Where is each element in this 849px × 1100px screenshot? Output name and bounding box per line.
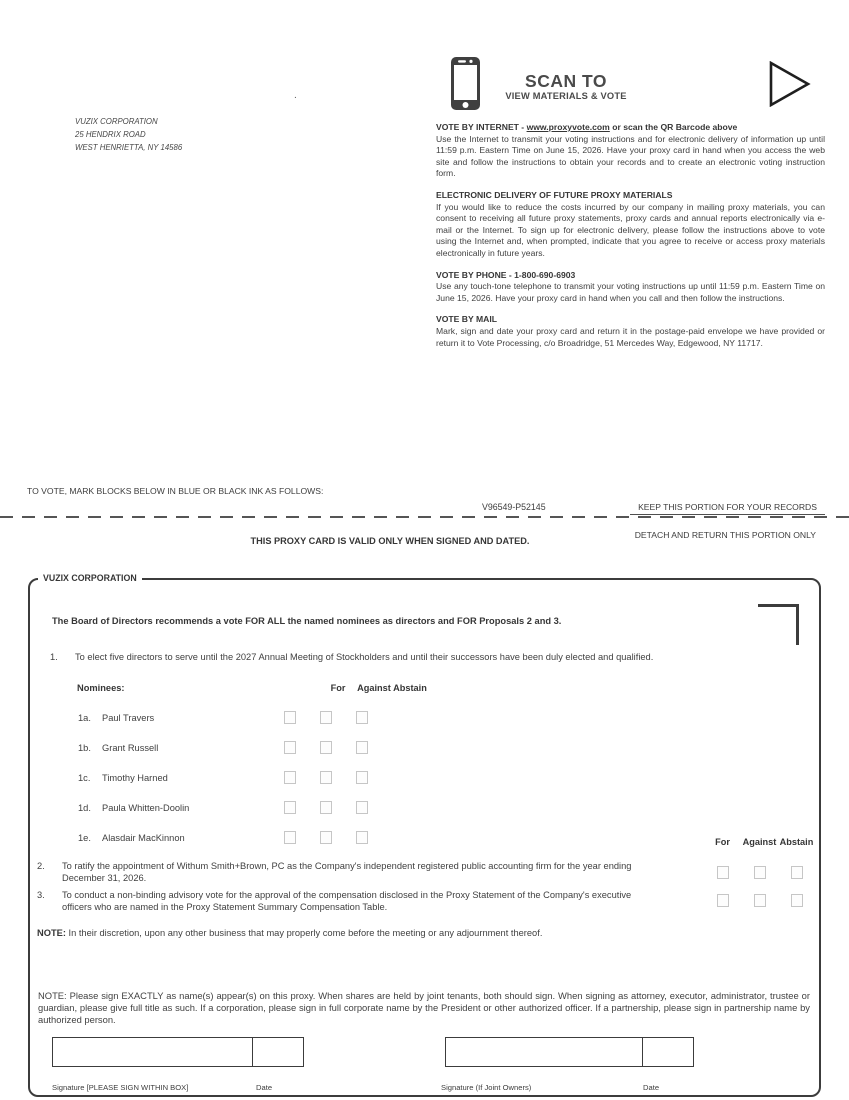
stray-dot: . xyxy=(294,90,297,101)
against-column-label: Against xyxy=(742,837,777,847)
vote-by-internet-paragraph xyxy=(436,122,825,180)
vote-columns-header xyxy=(320,683,428,693)
proposal-2-checkboxes xyxy=(704,864,815,882)
proposal-2 xyxy=(37,861,637,884)
checkbox-1d-against[interactable] xyxy=(320,801,332,814)
electronic-delivery-body: If you would like to reduce the costs incurred by our company in mailing proxy materials, you can consent to receiving all future proxy statements, proxy cards and annual reports electronically via e-mail or the Internet. To sign up for electronic delivery, please follow the instructions above to vote using the Internet and, when prompted, indicate that you agree to receive or access proxy materials electronically in future years. xyxy=(436,201,825,258)
checkbox-1c-against[interactable] xyxy=(320,771,332,784)
address-line: VUZIX CORPORATION xyxy=(75,117,158,126)
discretion-note-prefix: NOTE: xyxy=(37,928,66,938)
abstain-column-label: Abstain xyxy=(393,683,427,693)
proposal-3-number: 3. xyxy=(37,890,45,900)
checkbox-1c-abstain[interactable] xyxy=(356,771,368,784)
nominee-id: 1d. xyxy=(78,802,91,813)
nominee-name: Grant Russell xyxy=(102,742,159,753)
signature-joint-input-area[interactable] xyxy=(446,1038,642,1066)
signing-instructions-note: NOTE: Please sign EXACTLY as name(s) appear(s) on this proxy. When shares are held by joint tenants, both should sign. When signing as attorney, executor, administrator, trustee or guardian, please give full title as such. If a corporation, please sign in full corporate name by the President or other authorized officer. If a partnership, please sign in partnership name by authorized person. xyxy=(38,990,810,1025)
proposal-2-text: To ratify the appointment of Withum Smith+Brown, PC as the Company's independent registered public accounting firm for the year ending December 31, 2026. xyxy=(62,861,632,883)
nominee-row-1c xyxy=(78,771,380,784)
signature-box-primary xyxy=(52,1037,304,1067)
proposal-2-number: 2. xyxy=(37,861,45,871)
vote-by-phone-heading: VOTE BY PHONE - 1-800-690-6903 xyxy=(436,269,576,280)
checkbox-1d-for[interactable] xyxy=(284,801,296,814)
proxyvote-link[interactable]: www.proxyvote.com xyxy=(526,122,610,132)
mark-blocks-instruction: TO VOTE, MARK BLOCKS BELOW IN BLUE OR BLACK INK AS FOLLOWS: xyxy=(27,486,324,496)
electronic-delivery-paragraph xyxy=(436,190,825,260)
address-line: 25 HENDRIX ROAD xyxy=(75,130,146,139)
against-column-label: Against xyxy=(357,683,391,693)
checkbox-1b-against[interactable] xyxy=(320,741,332,754)
checkbox-1e-for[interactable] xyxy=(284,831,296,844)
nominee-name: Timothy Harned xyxy=(102,772,168,783)
checkbox-1d-abstain[interactable] xyxy=(356,801,368,814)
nominee-id: 1e. xyxy=(78,832,91,843)
board-recommendation: The Board of Directors recommends a vote FOR ALL the named nominees as directors and FOR Proposals 2 and 3. xyxy=(52,616,562,626)
smartphone-icon xyxy=(450,56,481,116)
nominee-row-1a xyxy=(78,711,380,724)
voting-instructions-panel xyxy=(436,55,825,359)
vote-by-mail-body: Mark, sign and date your proxy card and return it in the postage-paid envelope we have provided or return it to Vote Processing, c/o Broadridge, 51 Mercedes Way, Edgewood, NY 11717. xyxy=(436,325,825,348)
nominee-row-1d xyxy=(78,801,380,814)
valid-when-signed-notice: THIS PROXY CARD IS VALID ONLY WHEN SIGNED AND DATED. xyxy=(250,536,530,546)
checkbox-1c-for[interactable] xyxy=(284,771,296,784)
abstain-column-label: Abstain xyxy=(779,837,814,847)
vote-by-internet-heading: VOTE BY INTERNET - xyxy=(436,122,527,132)
electronic-delivery-heading: ELECTRONIC DELIVERY OF FUTURE PROXY MATERIALS xyxy=(436,189,673,200)
scan-to-subtitle: VIEW MATERIALS & VOTE xyxy=(505,90,627,101)
control-number: V96549-P52145 xyxy=(482,502,546,512)
checkbox-1b-for[interactable] xyxy=(284,741,296,754)
vote-by-phone-paragraph xyxy=(436,270,825,305)
signature-primary-label: Signature [PLEASE SIGN WITHIN BOX] xyxy=(52,1083,189,1092)
checkbox-1a-against[interactable] xyxy=(320,711,332,724)
checkbox-2-for[interactable] xyxy=(717,866,729,879)
nominee-row-1e xyxy=(78,831,380,844)
date-joint-label: Date xyxy=(643,1083,660,1092)
scan-to-banner xyxy=(436,55,825,117)
nominee-id: 1a. xyxy=(78,712,91,723)
checkbox-3-for[interactable] xyxy=(717,894,729,907)
vote-by-internet-body: Use the Internet to transmit your voting instructions and for electronic delivery of information up until 11:59 p.m. Eastern Time on June 15, 2026. Have your proxy card in hand when you access the web site and follow the instructions to obtain your records and to create an electronic voting instruction form. xyxy=(436,133,825,179)
signature-joint-label: Signature (If Joint Owners) xyxy=(441,1083,532,1092)
proposal-1-number: 1. xyxy=(50,652,58,662)
vote-by-mail-paragraph xyxy=(436,314,825,349)
nominee-id: 1b. xyxy=(78,742,91,753)
nominee-name: Paul Travers xyxy=(102,712,155,723)
for-column-label: For xyxy=(715,837,730,847)
signature-input-area[interactable] xyxy=(53,1038,252,1066)
nominee-row-1b xyxy=(78,741,380,754)
checkbox-1a-abstain[interactable] xyxy=(356,711,368,724)
proposal-1 xyxy=(50,652,780,664)
corner-registration-mark xyxy=(758,604,799,645)
checkbox-2-abstain[interactable] xyxy=(791,866,803,879)
detach-dashed-line xyxy=(0,516,849,518)
vote-by-mail-heading: VOTE BY MAIL xyxy=(436,314,497,325)
date-primary-label: Date xyxy=(256,1083,273,1092)
date-joint-input-area[interactable] xyxy=(642,1038,693,1066)
nominee-id: 1c. xyxy=(78,772,91,783)
proposal-3-text: To conduct a non-binding advisory vote for the approval of the compensation disclosed in the Proxy Statement of the Company's executive officers who are named in the Proxy Statement Summary Compensation Table. xyxy=(62,890,632,912)
checkbox-1e-against[interactable] xyxy=(320,831,332,844)
address-line: WEST HENRIETTA, NY 14586 xyxy=(75,143,183,152)
detach-portion-label: DETACH AND RETURN THIS PORTION ONLY xyxy=(634,530,816,540)
signature-box-joint xyxy=(445,1037,694,1067)
checkbox-1b-abstain[interactable] xyxy=(356,741,368,754)
discretion-note xyxy=(37,928,542,938)
card-company-name: VUZIX CORPORATION xyxy=(38,573,142,583)
triangle-arrow-icon xyxy=(769,61,811,112)
for-column-label: For xyxy=(330,683,346,693)
discretion-note-text: In their discretion, upon any other business that may properly come before the meeting or any adjournment thereof. xyxy=(65,928,543,938)
proxy-card xyxy=(28,573,821,1097)
nominee-name: Paula Whitten-Doolin xyxy=(102,802,190,813)
proposal-1-text: To elect five directors to serve until the 2027 Annual Meeting of Stockholders and until their successors have been duly elected and qualified. xyxy=(75,652,654,662)
proposal-3 xyxy=(37,890,649,913)
vote-by-phone-body: Use any touch-tone telephone to transmit your voting instructions up until 11:59 p.m. Eastern Time on June 15, 2026. Have your proxy card in hand when you call and then follow the instructions. xyxy=(436,281,825,303)
proposal-3-checkboxes xyxy=(704,892,815,910)
scan-to-text xyxy=(486,72,646,101)
vote-by-internet-heading-suffix: or scan the QR Barcode above xyxy=(609,122,738,132)
nominees-label: Nominees: xyxy=(77,683,125,693)
checkbox-1e-abstain[interactable] xyxy=(356,831,368,844)
checkbox-3-against[interactable] xyxy=(754,894,766,907)
keep-portion-label: KEEP THIS PORTION FOR YOUR RECORDS xyxy=(630,502,825,515)
checkbox-1a-for[interactable] xyxy=(284,711,296,724)
scan-to-title: SCAN TO xyxy=(525,70,607,91)
nominee-name: Alasdair MacKinnon xyxy=(102,832,185,843)
date-input-area[interactable] xyxy=(252,1038,303,1066)
vote-columns-header-right xyxy=(704,837,815,847)
company-address xyxy=(75,115,182,154)
checkbox-3-abstain[interactable] xyxy=(791,894,803,907)
checkbox-2-against[interactable] xyxy=(754,866,766,879)
